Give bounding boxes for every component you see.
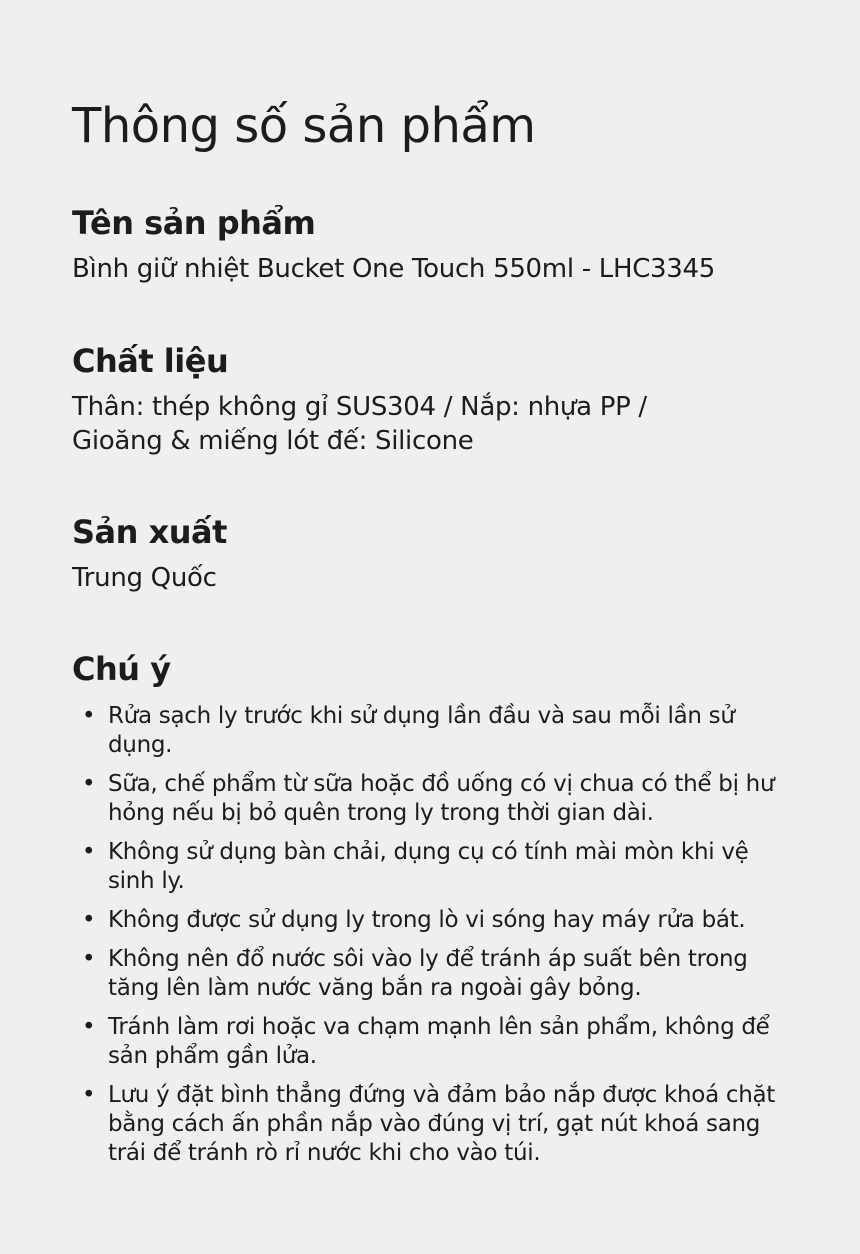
page-title: Thông số sản phẩm <box>72 98 536 154</box>
notes-section <box>72 650 788 1178</box>
product-name-heading: Tên sản phẩm <box>72 204 316 242</box>
material-line: Thân: thép không gỉ SUS304 / Nắp: nhựa PP / <box>72 392 647 423</box>
product-name-section <box>72 204 788 286</box>
material-line: Gioăng & miếng lót đế: Silicone <box>72 426 474 457</box>
material-section <box>72 342 788 458</box>
note-item: • Không được sử dụng ly trong lò vi sóng hay máy rửa bát. <box>72 906 788 935</box>
origin-section <box>72 513 788 595</box>
note-item: • Không nên đổ nước sôi vào ly để tránh áp suất bên trong tăng lên làm nước văng bắn ra ngoài gây bỏng. <box>72 945 788 1003</box>
material-heading: Chất liệu <box>72 342 229 380</box>
notes-heading: Chú ý <box>72 650 171 688</box>
material-value <box>72 390 788 458</box>
note-item: • Sữa, chế phẩm từ sữa hoặc đồ uống có vị chua có thể bị hư hỏng nếu bị bỏ quên trong ly trong thời gian dài. <box>72 770 788 828</box>
note-item: • Tránh làm rơi hoặc va chạm mạnh lên sản phẩm, không để sản phẩm gần lửa. <box>72 1013 788 1071</box>
notes-list <box>72 702 788 1168</box>
origin-heading: Sản xuất <box>72 513 227 551</box>
note-item: • Không sử dụng bàn chải, dụng cụ có tính mài mòn khi vệ sinh ly. <box>72 838 788 896</box>
product-name-value: Bình giữ nhiệt Bucket One Touch 550ml - LHC3345 <box>72 254 716 285</box>
note-item: • Lưu ý đặt bình thẳng đứng và đảm bảo nắp được khoá chặt bằng cách ấn phần nắp vào đúng vị trí, gạt nút khoá sang trái để tránh rò rỉ nước khi cho vào túi. <box>72 1081 788 1168</box>
origin-value: Trung Quốc <box>72 563 217 594</box>
note-item: • Rửa sạch ly trước khi sử dụng lần đầu và sau mỗi lần sử dụng. <box>72 702 788 760</box>
